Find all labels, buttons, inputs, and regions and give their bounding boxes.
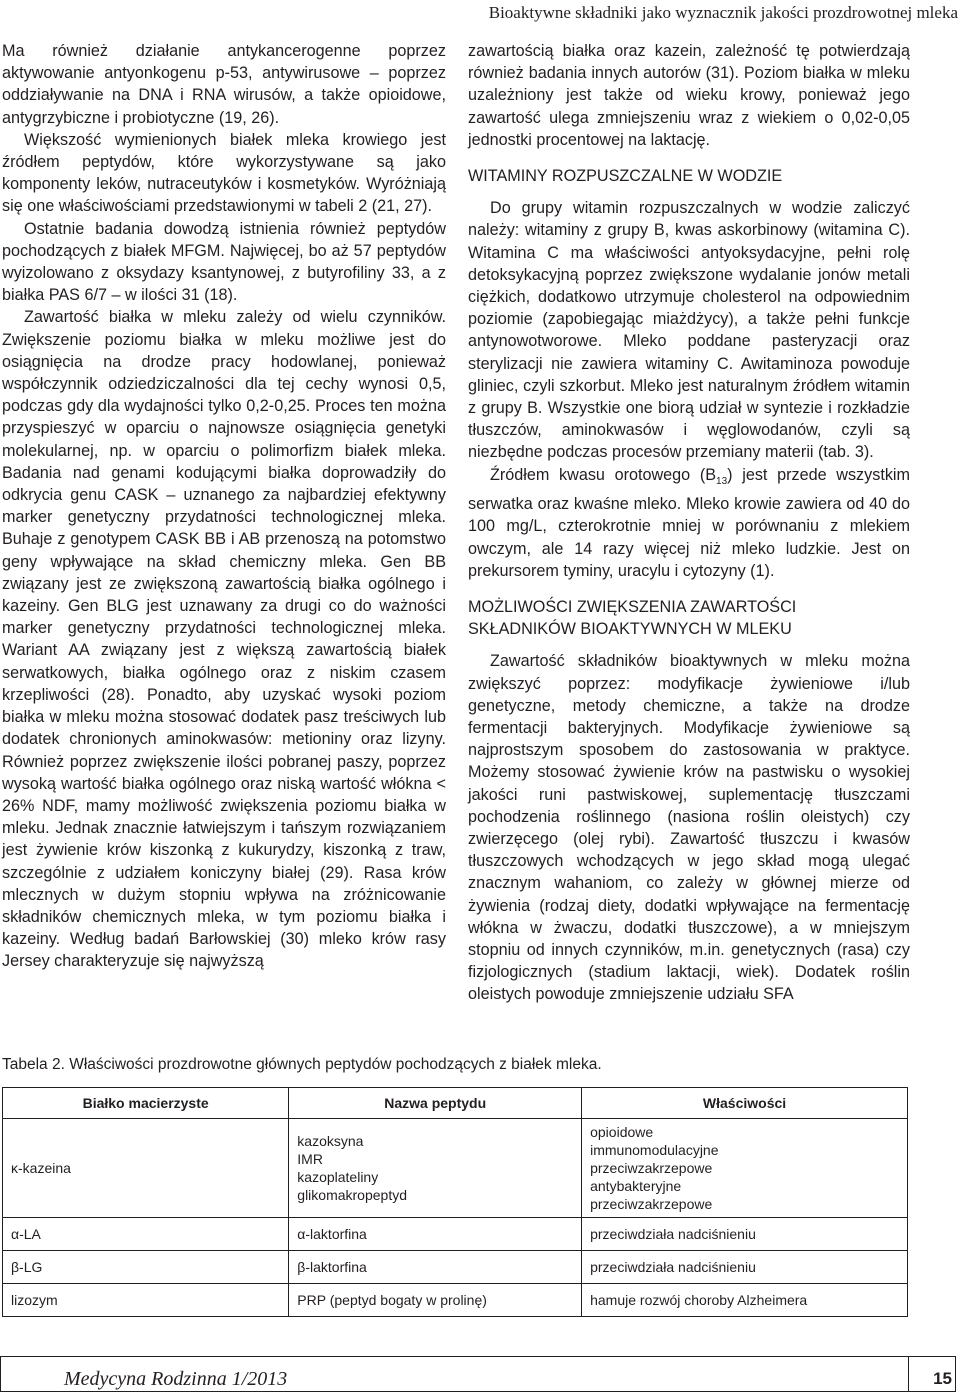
cell-property: hamuje rozwój choroby Alzheimera <box>582 1284 908 1317</box>
cell-protein: α-LA <box>3 1218 289 1251</box>
cell-peptide: β-laktorfina <box>289 1251 582 1284</box>
heading-line-2: SKŁADNIKÓW BIOAKTYWNYCH W MLEKU <box>468 620 792 639</box>
left-paragraph-1: Ma również działanie antykancerogenne poprzez aktywowanie antyonkogenu p-53, antywirusowe – poprzez oddziaływanie na DNA i RNA wirusów, a także opioidowe, antygrzybiczne i probiotyczne (19, 26). <box>2 42 446 127</box>
footer-journal-title: Medycyna Rodzinna 1/2013 <box>64 1368 288 1390</box>
header-peptide-name: Nazwa peptydu <box>289 1088 582 1119</box>
cell-peptides <box>289 1119 582 1218</box>
cell-property: przeciwdziała nadciśnieniu <box>582 1218 908 1251</box>
footer-divider <box>908 1356 909 1392</box>
right-column <box>468 40 910 1006</box>
section-heading-vitamins: WITAMINY ROZPUSZCZALNE W WODZIE <box>468 167 783 186</box>
property-item: opioidowe <box>590 1124 654 1140</box>
p3-subscript: 13 <box>716 475 728 487</box>
cell-property: przeciwdziała nadciśnieniu <box>582 1251 908 1284</box>
header-properties: Właściwości <box>582 1088 908 1119</box>
p3-text-before: Źródłem kwasu orotowego (B <box>490 465 717 484</box>
table-caption: Tabela 2. Właściwości prozdrowotne głównych peptydów pochodzących z białek mleka. <box>2 1056 602 1073</box>
table-row <box>3 1284 908 1317</box>
cell-protein: κ-kazeina <box>3 1119 289 1218</box>
property-item: antybakteryjne <box>590 1178 682 1194</box>
peptide-item: kazoksyna <box>297 1133 364 1149</box>
right-paragraph-3 <box>468 464 910 582</box>
table-row <box>3 1218 908 1251</box>
cell-protein: β-LG <box>3 1251 289 1284</box>
cell-protein: lizozym <box>3 1284 289 1317</box>
left-paragraph-4: Zawartość białka w mleku zależy od wielu czynników. Zwiększenie poziomu białka w mleku możliwe jest do osiągnięcia na drodze pracy hodowlanej, ponieważ współczynnik odziedziczalności dla tej cechy wynosi 0,5, podczas gdy dla wydajności tylko 0,2-0,25. Proces ten można przyspieszyć w oparciu o najnowsze osiągnięcia genetyki molekularnej, np. w oparciu o polimorfizm białek mleka. Badania nad genami kodującymi białka doprowadziły do odkrycia genu CASK – uznanego za najbardziej efektywny marker genetyczny przydatności technologicznej mleka. Buhaje z genotypem CASK BB i AB przenoszą na potomstwo geny wpływające na skład chemiczny mleka. Gen BB związany jest ze zwiększoną zawartością białka ogólnego i kazeiny. Gen BLG jest uznawany za drugi co do ważności marker genetyczny przydatności technologicznej mleka. Wariant AA związany jest z większą zawartością białek serwatkowych, białka ogólnego oraz z niskim czasem krzepliwości (28). Ponadto, aby uzyskać wysoki poziom białka w mleku można stosować dodatek pasz treściwych lub dodatek chronionych aminokwasów: metioniny oraz lizyny. Również poprzez zwiększenie ilości pobranej paszy, poprzez wysoką wartość białka ogólnego oraz niską wartość włókna < 26% NDF, mamy możliwość zwiększenia poziomu białka w mleku. Jednak znacznie łatwiejszym i tańszym rozwiązaniem jest żywienie krów kiszonką z kukurydzy, kiszonką z traw, szczególnie z udziałem koniczyny białej (29). Rasa krów mlecznych w dużym stopniu wpływa na zróżnicowanie składników chemicznych mleka, w tym poziomu białka i kazeiny. Według badań Barłowskiej (30) mleko krów rasy Jersey charakteryzuje się najwyższą <box>2 308 446 971</box>
table-header-row <box>3 1088 908 1119</box>
left-paragraph-2: Większość wymienionych białek mleka krowiego jest źródłem peptydów, które wykorzystywane są jako komponenty leków, nutraceutyków i kosmetyków. Wyróżniają się one właściwościami przedstawionymi w tabeli 2 (21, 27). <box>2 130 446 216</box>
p3-text-after: ) jest przede wszystkim serwatka oraz kwaśne mleko. Mleko krowie zawiera od 40 do 100 mg/L, czterokrotnie mniej w porównaniu z mlekiem owczym, ale 14 razy więcej niż mleko ludzkie. Jest on prekursorem tyminy, uracylu i cytozyny (1). <box>468 465 910 580</box>
running-head: Bioaktywne składniki jako wyznacznik jakości prozdrowotnej mleka <box>488 3 958 22</box>
cell-peptide: α-laktorfina <box>289 1218 582 1251</box>
peptide-item: kazoplateliny <box>297 1169 379 1185</box>
right-paragraph-1: zawartością białka oraz kazein, zależność tę potwierdzają również badania innych autorów (31). Poziom białka w mleku uzależniony jest także od wieku krowy, ponieważ jego zawartość ulega zmniejszeniu wraz z wiekiem o 0,02-0,05 jednostki procentowej na laktację. <box>468 42 910 149</box>
page-number: 15 <box>933 1369 952 1388</box>
property-item: przeciwzakrzepowe <box>590 1160 713 1176</box>
peptide-item: IMR <box>297 1151 323 1167</box>
cell-properties <box>582 1119 908 1218</box>
table-row <box>3 1119 908 1218</box>
property-item: immunomodulacyjne <box>590 1142 719 1158</box>
header-parent-protein: Białko macierzyste <box>3 1088 289 1119</box>
section-heading-possibilities <box>468 596 910 640</box>
left-column <box>2 40 446 973</box>
right-paragraph-4: Zawartość składników bioaktywnych w mleku można zwiększyć poprzez: modyfikacje żywieniowe i/lub genetyczne, metody chemiczne, a także na drodze fermentacji bakteryjnych. Modyfikacje żywieniowe są najprostszym sposobem do zastosowania w praktyce. Możemy stosować żywienie krów na pastwisku o wysokiej jakości runi pastwiskowej, suplementację tłuszczami pochodzenia roślinnego (nasiona roślin oleistych) czy zwierzęcego (olej rybi). Zawartość tłuszczu i kwasów tłuszczowych wchodzących w jego skład mogą ulegać znacznym wahaniom, co zależy w głównej mierze od żywienia (rodzaj diety, dodatki wpływające na fermentację włókna w żwaczu, dodatki tłuszczowe), a w mniejszym stopniu od innych czynników, m.in. genetycznych (rasa) czy fizjologicznych (stadium laktacji, wiek). Dodatek roślin oleistych powoduje zmniejszenie udziału SFA <box>468 652 910 1004</box>
right-paragraph-2: Do grupy witamin rozpuszczalnych w wodzie zaliczyć należy: witaminy z grupy B, kwas askorbinowy (witamina C). Witamina C ma właściwości antyoksydacyjne, pełni rolę detoksykacyjną poprzez zwiększone wydalanie jonów metali ciężkich, dodatkowo utrzymuje cholesterol na odpowiednim poziomie (zapobiegając miażdżycy), a także pełni funkcje antynowotworowe. Mleko poddane pasteryzacji oraz sterylizacji nie zawiera witaminy C. Awitaminoza powoduje gliniec, czyli szkorbut. Mleko jest naturalnym źródłem witamin z grupy B. Wszystkie one biorą udział w syntezie i rozkładzie tłuszczów, aminokwasów i węglowodanów, czyli są niezbędne podczas procesów przemiany materii (tab. 3). <box>468 199 910 462</box>
left-paragraph-3: Ostatnie badania dowodzą istnienia również peptydów pochodzących z białek MFGM. Najwięcej, bo aż 57 peptydów wyizolowano z oksydazy ksantynowej, z butyrofiliny 33, a z białka PAS 6/7 – w ilości 31 (18). <box>2 219 446 305</box>
peptide-item: glikomakropeptyd <box>297 1187 408 1203</box>
table-row <box>3 1251 908 1284</box>
cell-peptide: PRP (peptyd bogaty w prolinę) <box>289 1284 582 1317</box>
peptide-properties-table <box>2 1087 908 1317</box>
property-item: przeciwzakrzepowe <box>590 1196 713 1212</box>
heading-line-1: MOŻLIWOŚCI ZWIĘKSZENIA ZAWARTOŚCI <box>468 597 797 616</box>
